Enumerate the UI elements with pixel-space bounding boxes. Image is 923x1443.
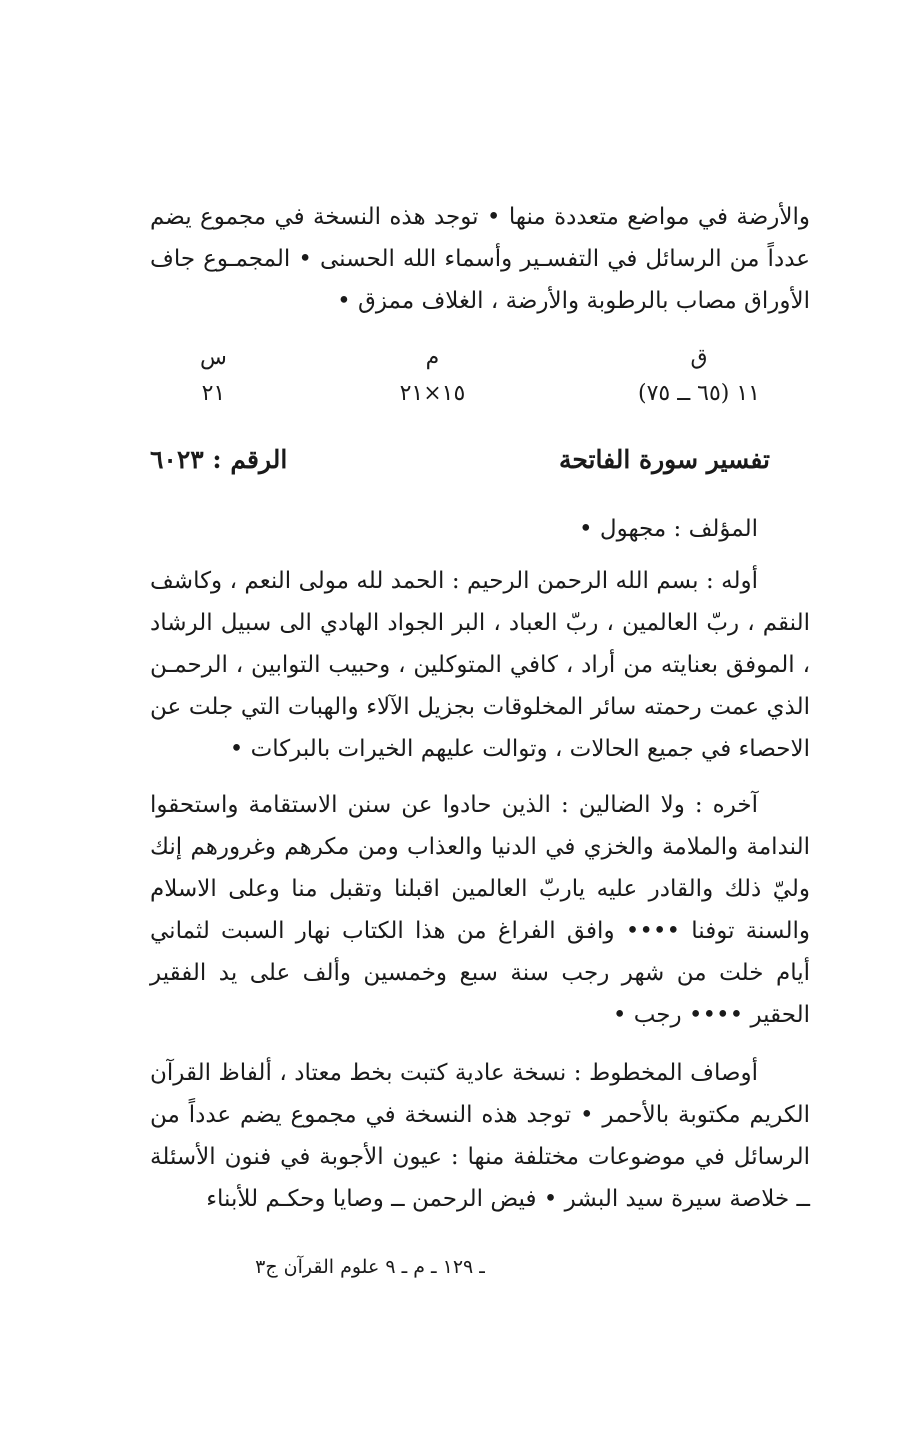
beginning-paragraph: أوله : بسم الله الرحمن الرحيم : الحمد لله مولى النعم ، وكاشف النقم ، ربّ العالمين ، ربّ العباد ، البر الجواد الهادي الى سبيل الرشاد ، الموفق بعنايته من أراد ، كافي المتوكلين ، وحبيب التوابين ، الرحمـن الذي عمت رحمته سائر المخلوقات بجزيل الآلاء والهبات التي جلت عن الاحصاء في جميع الحالات ، وتوالت عليهم الخيرات بالبركات • (150, 568, 810, 762)
description-paragraph: أوصاف المخطوط : نسخة عادية كتبت بخط معتاد ، ألفاظ القرآن الكريم مكتوبة بالأحمر • توجد هذه النسخة في مجموع يضم عدداً من الرسائل في موضوعات مختلفة منها : عيون الأجوبة في فنون الأسئلة ــ خلاصة سيرة سيد البشر • فيض الرحمن ــ وصايا وحكـم للأبناء (150, 1060, 810, 1212)
header-m: م (425, 345, 440, 370)
value-q: ١١ (٦٥ ــ ٧٥) (638, 381, 760, 406)
entry-title: تفسير سورة الفاتحة (558, 445, 770, 474)
ending-paragraph: آخره : ولا الضالين : الذين حادوا عن سنن الاستقامة واستحقوا الندامة والملامة والخزي في الدنيا والعذاب ومن مكرهم وغرورهم إنك وليّ ذلك والقادر عليه ياربّ العالمين اقبلنا وتقبل منا وعلى الاسلام والسنة توفنا •••• وافق الفراغ من هذا الكتاب نهار السبت لثماني أيام خلت من شهر رجب سنة سبع وخمسين وألف على يد الفقير الحقير •••• رجب • (150, 792, 810, 1028)
value-m: ١٥×٢١ (399, 381, 466, 406)
entry-heading (150, 445, 770, 474)
intro-paragraph: والأرضة في مواضع متعددة منها • توجد هذه النسخة في مجموع يضم عدداً من الرسائل في التفسـير وأسماء الله الحسنى • المجمـوع جاف الأوراق مصاب بالرطوبة والأرضة ، الغلاف ممزق • (150, 204, 810, 314)
entry-body (150, 508, 810, 1220)
intro-block (150, 196, 810, 322)
column-s (200, 340, 227, 412)
page-footer: ـ ١٢٩ ـ م ـ ٩ علوم القرآن ج٣ (255, 1256, 485, 1278)
measurements-table (200, 340, 760, 412)
entry-number: الرقم : ٦٠٢٣ (150, 445, 288, 474)
author-line: المؤلف : مجهول • (578, 516, 758, 542)
column-q (638, 340, 760, 412)
header-q: ق (690, 345, 708, 370)
value-s: ٢١ (201, 381, 226, 406)
column-m (400, 340, 466, 412)
header-s: س (200, 345, 227, 370)
